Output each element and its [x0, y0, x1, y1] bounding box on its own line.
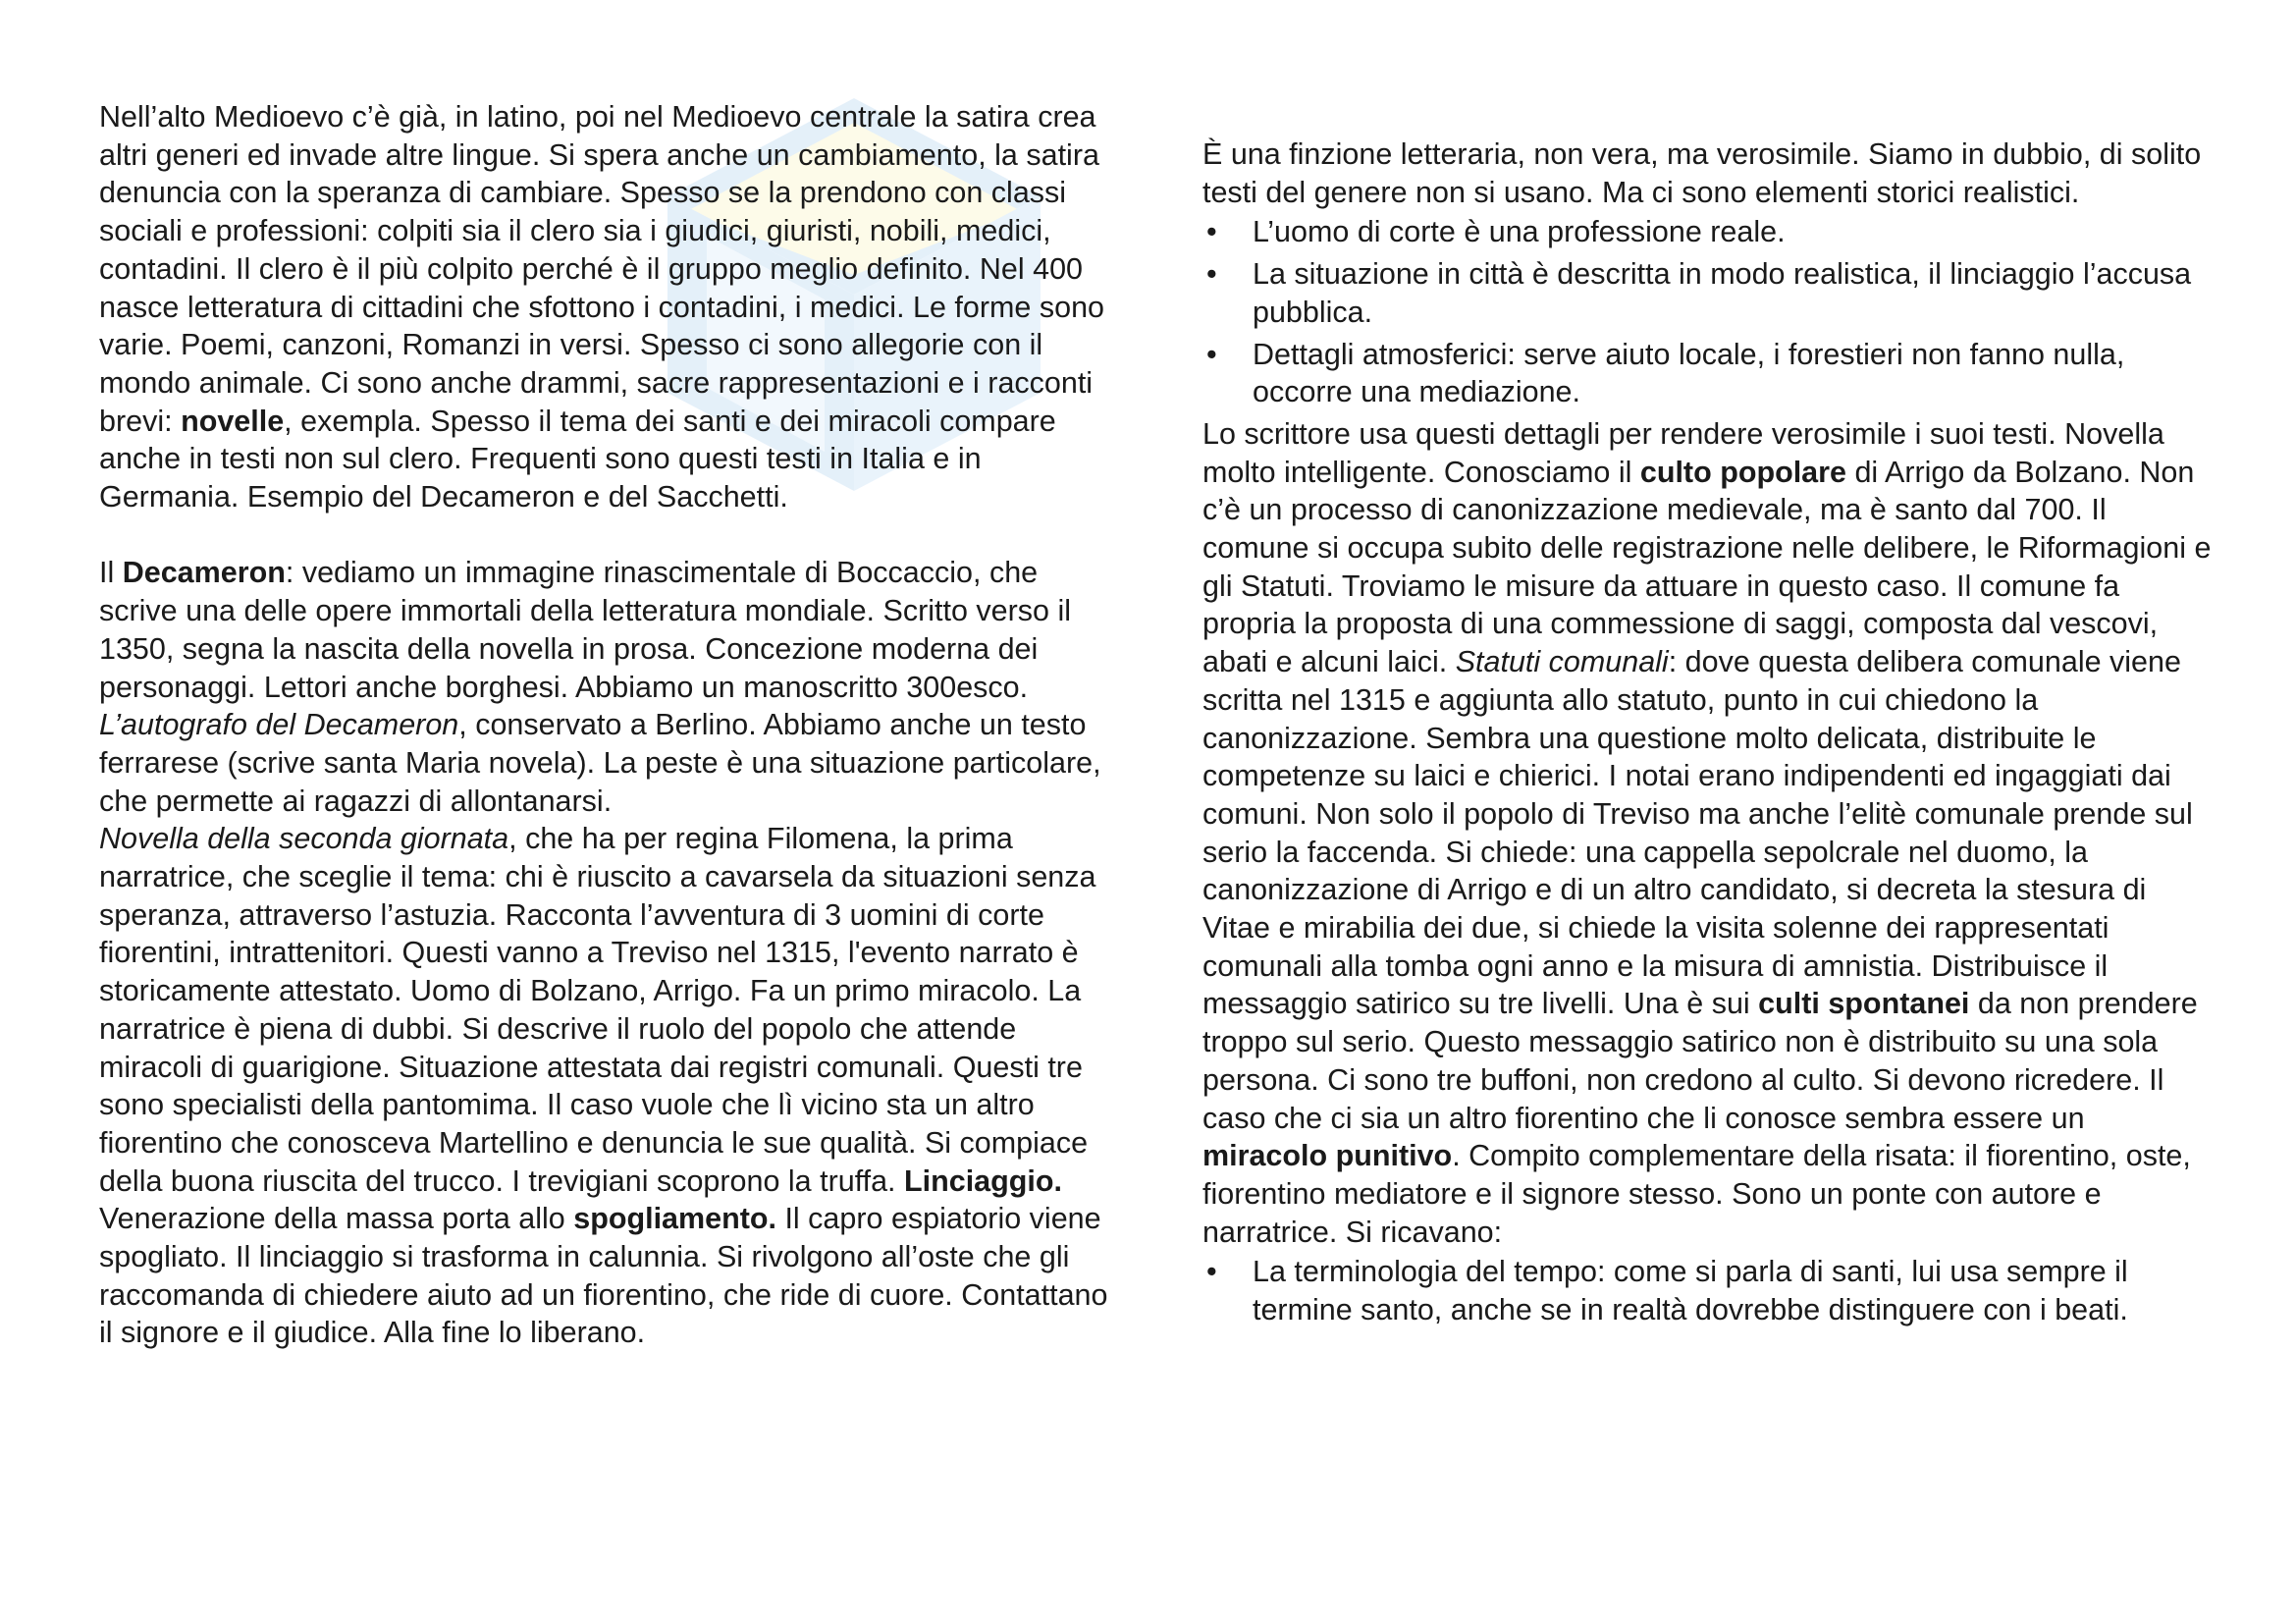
- text-run: da non prendere troppo sul serio. Questo messaggio satirico non è distribuito su una sola persona. Ci sono tre buffoni, non credono al culto. Si devono ricredere. Il caso che ci sia un altro fiorentino che li conosce sembra essere un: [1202, 987, 2198, 1135]
- bold-term: culto popolare: [1639, 455, 1846, 489]
- text-run: Il: [99, 556, 123, 590]
- bullet-item: [1202, 336, 2214, 411]
- text-run: , exempla. Spesso il tema dei santi e dei miracoli compare anche in testi non sul clero. Frequenti sono questi testi in Italia e in Germania. Esempio del Decameron e del Sacchetti.: [99, 404, 1056, 514]
- paragraph-novella-seconda-giornata: [99, 820, 1110, 1352]
- bold-term: culti spontanei: [1758, 987, 1970, 1021]
- text-run: Nell’alto Medioevo c’è già, in latino, poi nel Medioevo centrale la satira crea altri generi ed invade altre lingue. Si spera anche un cambiamento, la satira denuncia con la speranza di cambiare. Spesso se la prendono con classi sociali e professioni: colpiti sia il clero sia i giudici, giuristi, nobili, medici, contadini. Il clero è il più colpito perché è il gruppo meglio definito. Nel 400 nasce letteratura di cittadini che sfottono i contadini, i medici. Le forme sono varie. Poemi, canzoni, Romanzi in versi. Spesso ci sono allegorie con il mondo animale. Ci sono anche drammi, sacre rappresentazioni e i racconti brevi:: [99, 100, 1104, 438]
- bullet-text: La situazione in città è descritta in modo realistica, il linciaggio l’accusa pubblica.: [1253, 257, 2192, 329]
- bullet-text: La terminologia del tempo: come si parla di santi, lui usa sempre il termine santo, anche se in realtà dovrebbe distinguere con i beati.: [1253, 1255, 2128, 1327]
- text-run: , che ha per regina Filomena, la prima narratrice, che sceglie il tema: chi è riuscito a cavarsela da situazioni senza speranza, attraverso l’astuzia. Racconta l’avventura di 3 uomini di corte fiorentini, intrattenitori. Questi vanno a Treviso nel 1315, l'evento narrato è storicamente attestato. Uomo di Bolzano, Arrigo. Fa un primo miracolo. La narratrice è piena di dubbi. Si descrive il ruolo del popolo che attende miracoli di guarigione. Situazione attestata dai registri comunali. Questi tre sono specialisti della pantomima. Il caso vuole che lì vicino sta un altro fiorentino che conosceva Martellino e denuncia le sue qualità. Si compiace della buona riuscita del trucco. I trevigiani scoprono la truffa.: [99, 822, 1096, 1198]
- bold-term: Decameron: [122, 556, 286, 590]
- bullet-list-ricavano: [1202, 1253, 2214, 1328]
- bullet-dot-icon: •: [1206, 1255, 1217, 1289]
- text-run: Venerazione della massa porta allo: [99, 1202, 574, 1236]
- italic-title: L’autografo del Decameron: [99, 708, 459, 742]
- bullet-text: L’uomo di corte è una professione reale.: [1253, 215, 1786, 249]
- text-run: di Arrigo da Bolzano. Non c’è un processo di canonizzazione medievale, ma è santo dal 700. Il comune si occupa subito delle registrazione nelle delibere, le Riformagioni e gli Statuti. Troviamo le misure da attuare in questo caso. Il comune fa propria la proposta di una commessione di saggi, composta dal vescovi, abati e alcuni laici.: [1202, 455, 2212, 679]
- text-run: È una finzione letteraria, non vera, ma verosimile. Siamo in dubbio, di solito testi del genere non si usano. Ma ci sono elementi storici realistici.: [1202, 137, 2202, 209]
- bullet-dot-icon: •: [1206, 257, 1217, 292]
- text-run: Il capro espiatorio viene spogliato. Il linciaggio si trasforma in calunnia. Si rivolgono all’oste che gli raccomanda di chiedere aiuto ad un fiorentino, che ride di cuore. Contattano il signore e il giudice. Alla fine lo liberano.: [99, 1202, 1108, 1350]
- bullet-list-realistic-elements: [1202, 213, 2214, 411]
- bold-term: Linciaggio.: [904, 1163, 1062, 1198]
- paragraph-gap: [99, 516, 1110, 555]
- italic-title: Statuti comunali: [1455, 645, 1669, 679]
- bullet-item: [1202, 1253, 2214, 1328]
- bullet-dot-icon: •: [1206, 215, 1217, 249]
- text-run: : dove questa delibera comunale viene scritta nel 1315 e aggiunta allo statuto, punto in cui chiedono la canonizzazione. Sembra una questione molto delicata, distribuite le competenze su laici e chierici. I notai erano indipendenti ed ingaggiati dai comuni. Non solo il popolo di Treviso ma anche l’elitè comunale prende sul serio la faccenda. Si chiede: una cappella sepolcrale nel duomo, la canonizzazione di Arrigo e di un altro candidato, si decreta la stesura di Vitae e mirabilia dei due, si chiede la visita solenne dei rappresentati comunali alla tomba ogni anno e la misura di amnistia. Distribuisce il messaggio satirico su tre livelli. Una è sui: [1202, 645, 2193, 1021]
- paragraph-culto-arrigo: [1202, 415, 2214, 1251]
- paragraph-satire-intro: [99, 98, 1110, 516]
- paragraph-decameron: [99, 554, 1110, 820]
- bullet-dot-icon: •: [1206, 337, 1217, 371]
- right-column: [1202, 135, 2214, 1333]
- bullet-item: [1202, 213, 2214, 251]
- text-run: . Compito complementare della risata: il fiorentino, oste, fiorentino mediatore e il signore stesso. Sono un ponte con autore e narratrice. Si ricavano:: [1202, 1139, 2191, 1249]
- bold-term: novelle: [181, 404, 285, 438]
- paragraph-finzione-letteraria: [1202, 135, 2214, 211]
- left-column: [99, 98, 1110, 1352]
- text-run: : vediamo un immagine rinascimentale di Boccaccio, che scrive una delle opere immortali della letteratura mondiale. Scritto verso il 1350, segna la nascita della novella in prosa. Concezione moderna dei personaggi. Lettori anche borghesi. Abbiamo un manoscritto 300esco.: [99, 556, 1071, 704]
- text-run: , conservato a Berlino. Abbiamo anche un testo ferrarese (scrive santa Maria novela). La peste è una situazione particolare, che permette ai ragazzi di allontanarsi.: [99, 708, 1101, 818]
- bullet-text: Dettagli atmosferici: serve aiuto locale, i forestieri non fanno nulla, occorre una mediazione.: [1253, 337, 2125, 409]
- text-run: Lo scrittore usa questi dettagli per rendere verosimile i suoi testi. Novella molto intelligente. Conosciamo il: [1202, 416, 2164, 489]
- bold-term: spogliamento.: [573, 1202, 776, 1236]
- italic-title: Novella della seconda giornata: [99, 822, 509, 856]
- bold-term: miracolo punitivo: [1202, 1139, 1453, 1173]
- bullet-item: [1202, 255, 2214, 331]
